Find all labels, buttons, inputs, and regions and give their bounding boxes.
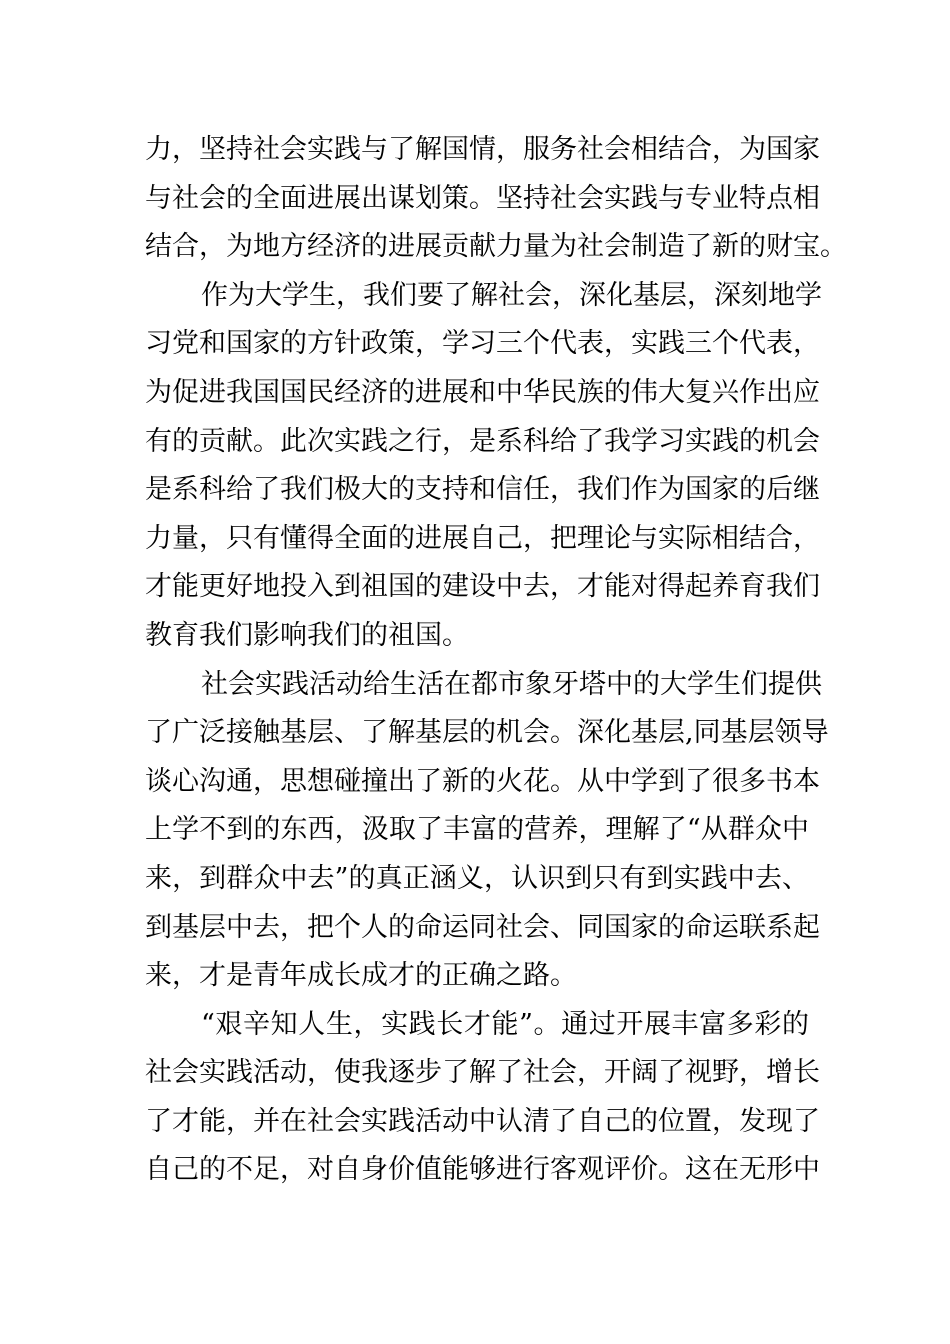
text-line: 教育我们影响我们的祖国。: [145, 619, 469, 651]
text-line: 自己的不足，对自身价值能够进行客观评价。这在无形中: [145, 1154, 820, 1186]
document-body: [145, 126, 847, 1195]
text-line: 来，才是青年成长成才的正确之路。: [145, 960, 577, 992]
text-line: 了广泛接触基层、了解基层的机会。深化基层,同基层领导: [145, 717, 829, 749]
text-line: 上学不到的东西，汲取了丰富的营养，理解了“从群众中: [145, 814, 809, 846]
text-line: 社会实践活动，使我逐步了解了社会，开阔了视野，增长: [145, 1057, 820, 1089]
text-line: 有的贡献。此次实践之行，是系科给了我学习实践的机会: [145, 425, 820, 457]
text-line: 习党和国家的方针政策，学习三个代表，实践三个代表，: [145, 328, 820, 360]
text-line: 力，坚持社会实践与了解国情，服务社会相结合，为国家: [145, 134, 820, 165]
text-line: 到基层中去，把个人的命运同社会、同国家的命运联系起: [145, 911, 820, 943]
text-line: 与社会的全面进展出谋划策。坚持社会实践与专业特点相: [145, 182, 820, 214]
text-line: 是系科给了我们极大的支持和信任，我们作为国家的后继: [145, 474, 820, 506]
text-line: 来，到群众中去”的真正涵义，认识到只有到实践中去、: [145, 862, 809, 894]
text-line: 作为大学生，我们要了解社会，深化基层，深刻地学: [201, 279, 822, 311]
text-line: 力量，只有懂得全面的进展自己，把理论与实际相结合，: [145, 522, 820, 554]
text-line: 为促进我国国民经济的进展和中华民族的伟大复兴作出应: [145, 376, 820, 408]
text-line: 了才能，并在社会实践活动中认清了自己的位置，发现了: [145, 1105, 820, 1137]
text-line: 社会实践活动给生活在都市象牙塔中的大学生们提供: [201, 668, 822, 700]
text-line: 才能更好地投入到祖国的建设中去，才能对得起养育我们: [145, 571, 820, 603]
text-line: 谈心沟通，思想碰撞出了新的火花。从中学到了很多书本: [145, 765, 820, 797]
text-line: “艰辛知人生，实践长才能”。通过开展丰富多彩的: [201, 1008, 809, 1040]
text-line: 结合，为地方经济的进展贡献力量为社会制造了新的财宝。: [145, 231, 847, 263]
